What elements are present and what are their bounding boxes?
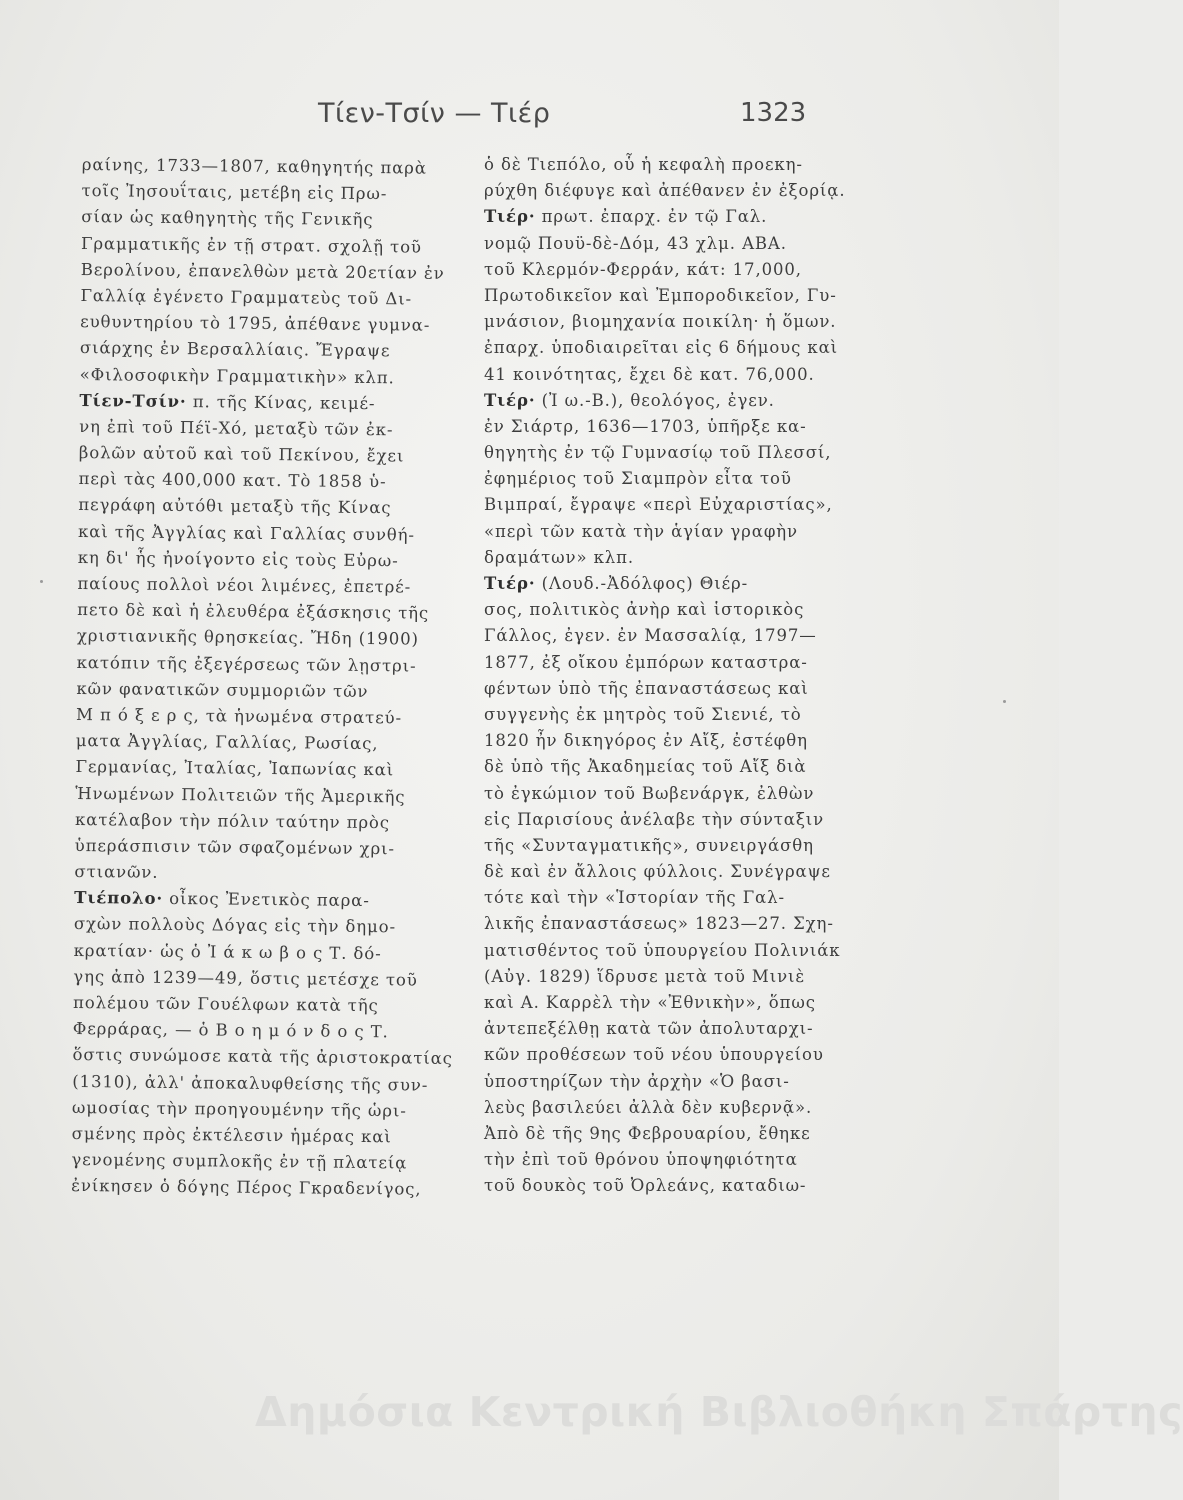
text-line: Τιέρ· (Ἰ ω.-Β.), θεολόγος, ἐγεν. bbox=[484, 390, 775, 410]
text-line: ρύχθη διέφυγε καὶ ἀπέθανεν ἐν ἐξορίᾳ. bbox=[484, 181, 846, 201]
text-line: Ἀπὸ δὲ τῆς 9ης Φεβρουαρίου, ἔθηκε bbox=[484, 1123, 811, 1143]
text-line: Γερμανίας, Ἰταλίας, Ἰαπωνίας καὶ bbox=[75, 757, 395, 780]
text-line: ὑποστηρίζων τὴν ἀρχὴν «Ὁ βασι- bbox=[484, 1071, 790, 1091]
text-line: καὶ τῆς Ἀγγλίας καὶ Γαλλίας συνθή- bbox=[77, 521, 416, 545]
text-line: σχὼν πολλοὺς Δόγας εἰς τὴν δημο- bbox=[73, 914, 397, 937]
text-line: κῶν προθέσεων τοῦ νέου ὑπουργείου bbox=[484, 1045, 824, 1065]
entry-headword: Τιέπολο· bbox=[74, 888, 164, 909]
text-line: παίους πολλοὶ νέοι λιμένες, ἐπετρέ- bbox=[77, 573, 412, 597]
text-line: Τίεν-Τσίν· π. τῆς Κίνας, κειμέ- bbox=[79, 390, 376, 413]
text-line: Γάλλος, ἐγεν. ἐν Μασσαλίᾳ, 1797— bbox=[484, 626, 817, 646]
text-line: μνάσιον, βιομηχανία ποικίλη· ἡ ὅμων. bbox=[484, 312, 837, 332]
text-line: φέντων ὑπὸ τῆς ἐπαναστάσεως καὶ bbox=[484, 678, 809, 698]
text-line: ἐφημέριος τοῦ Σιαμπρὸν εἶτα τοῦ bbox=[484, 469, 792, 489]
text-line: δραμάτων» κλπ. bbox=[484, 547, 635, 567]
text-line: Γραμματικῆς ἐν τῇ στρατ. σχολῇ τοῦ bbox=[80, 233, 423, 257]
text-line: λεὺς βασιλεύει ἀλλὰ δὲν κυβερνᾷ». bbox=[484, 1097, 813, 1117]
entry-headword: Τιέρ· bbox=[484, 207, 536, 227]
text-line: ἐν Σιάρτρ, 1636—1703, ὑπῆρξε κα- bbox=[484, 416, 807, 436]
text-line: κη δι' ἧς ἠνοίγοντο εἰς τοὺς Εὐρω- bbox=[77, 547, 399, 571]
text-line: ωμοσίας τὴν προηγουμένην τῆς ὡρι- bbox=[71, 1097, 407, 1121]
text-line: κατέλαβον τὴν πόλιν ταύτην πρὸς bbox=[74, 809, 391, 832]
entry-headword: Τιέρ· bbox=[484, 390, 536, 410]
scan-speck bbox=[1003, 700, 1006, 703]
text-line: Βερολίνου, ἐπανελθὼν μετὰ 20ετίαν ἐν bbox=[80, 259, 445, 283]
text-line: σίαν ὡς καθηγητὴς τῆς Γενικῆς bbox=[81, 207, 374, 230]
text-line: κατόπιν τῆς ἐξεγέρσεως τῶν λῃστρι- bbox=[76, 652, 417, 676]
text-line: περὶ τὰς 400,000 κατ. Τὸ 1858 ὑ- bbox=[78, 469, 387, 492]
text-line: γης ἀπὸ 1239—49, ὅστις μετέσχε τοῦ bbox=[73, 966, 418, 990]
text-line: Τιέπολο· οἶκος Ἐνετικὸς παρα- bbox=[74, 888, 370, 911]
text-line: τοῖς Ἰησουΐταις, μετέβη εἰς Πρω- bbox=[81, 181, 388, 204]
text-line: χριστιανικῆς θρησκείας. Ἤδη (1900) bbox=[76, 626, 420, 649]
text-line: πετο δὲ καὶ ἡ ἐλευθέρα ἐξάσκησις τῆς bbox=[77, 600, 430, 623]
text-line: πεγράφη αὐτόθι μεταξὺ τῆς Κίνας bbox=[78, 495, 392, 518]
text-line: ἐπαρχ. ὑποδιαιρεῖται εἰς 6 δήμους καὶ bbox=[484, 338, 839, 358]
text-line: ραίνης, 1733—1807, καθηγητής παρὰ bbox=[81, 154, 427, 178]
text-line: τοῦ δουκὸς τοῦ Ὀρλεάνς, καταδιω- bbox=[484, 1176, 807, 1196]
scan-speck bbox=[40, 580, 43, 583]
text-line: σος, πολιτικὸς ἀνὴρ καὶ ἱστορικὸς bbox=[484, 600, 805, 620]
text-line: λικῆς ἐπαναστάσεως» 1823—27. Σχη- bbox=[484, 914, 834, 934]
text-line: Γαλλίᾳ ἐγένετο Γραμματεὺς τοῦ Δι- bbox=[80, 285, 413, 309]
text-line: τῆς «Συνταγματικῆς», συνειργάσθη bbox=[484, 835, 814, 855]
text-line: δὲ καὶ ἐν ἄλλοις φύλλοις. Συνέγραψε bbox=[484, 862, 831, 882]
text-line: τὸ ἐγκώμιον τοῦ Βωβενάργκ, ἐλθὼν bbox=[484, 783, 815, 803]
text-line: Βιμπραί, ἔγραψε «περὶ Εὐχαριστίας», bbox=[484, 495, 833, 515]
text-line: τοῦ Κλερμόν-Φερράν, κάτ: 17,000, bbox=[484, 259, 802, 279]
text-line: ματα Ἀγγλίας, Γαλλίας, Ρωσίας, bbox=[75, 731, 379, 754]
text-line: 1820 ἦν δικηγόρος ἐν Αἴξ, ἐστέφθη bbox=[484, 731, 808, 751]
entry-headword: Τίεν-Τσίν· bbox=[79, 390, 187, 411]
text-line: ἐνίκησεν ὁ δόγης Πέρος Γκραδενίγος, bbox=[71, 1176, 422, 1199]
text-line: τὴν ἐπὶ τοῦ θρόνου ὑποψηφιότητα bbox=[484, 1150, 798, 1170]
text-line: κῶν φανατικῶν συμμοριῶν τῶν bbox=[76, 678, 369, 701]
text-line: σιάρχης ἐν Βερσαλλίαις. Ἔγραψε bbox=[79, 338, 391, 361]
running-title: Τίεν-Τσίν — Τιέρ bbox=[318, 98, 551, 129]
text-line: συγγενὴς ἐκ μητρὸς τοῦ Σιενιέ, τὸ bbox=[484, 704, 802, 724]
text-line: εἰς Παρισίους ἀνέλαβε τὴν σύνταξιν bbox=[484, 809, 825, 829]
text-line: ὁ δὲ Τιεπόλο, οὗ ἡ κεφαλὴ προεκη- bbox=[484, 155, 803, 174]
left-column bbox=[71, 152, 482, 1204]
text-line: Ἡνωμένων Πολιτειῶν τῆς Ἀμερικῆς bbox=[75, 783, 406, 806]
text-line: νη ἐπὶ τοῦ Πέϊ-Χό, μεταξὺ τῶν ἐκ- bbox=[79, 416, 394, 440]
text-line: στιανῶν. bbox=[74, 862, 159, 882]
library-watermark: Δημόσια Κεντρική Βιβλιοθήκη Σπάρτης bbox=[255, 1388, 1183, 1436]
text-line: 41 κοινότητας, ἔχει δὲ κατ. 76,000. bbox=[484, 364, 815, 384]
text-line: τότε καὶ τὴν «Ἱστορίαν τῆς Γαλ- bbox=[484, 888, 785, 908]
text-line: σμένης πρὸς ἐκτέλεσιν ἡμέρας καὶ bbox=[71, 1123, 392, 1147]
text-line: ευθυντηρίου τὸ 1795, ἀπέθανε γυμνα- bbox=[80, 312, 431, 335]
text-line: θηγητὴς ἐν τῷ Γυμνασίῳ τοῦ Πλεσσί, bbox=[484, 443, 832, 463]
text-line: καὶ Α. Καρρὲλ τὴν «Ἐθνικὴν», ὅπως bbox=[484, 993, 816, 1012]
text-line: Τιέρ· (Λουδ.-Ἀδόλφος) Θιέρ- bbox=[484, 574, 749, 593]
text-line: Πρωτοδικεῖον καὶ Ἐμποροδικεῖον, Γυ- bbox=[484, 285, 837, 305]
text-line: Μ π ό ξ ε ρ ς, τὰ ἡνωμένα στρατεύ- bbox=[76, 704, 403, 728]
text-line: πολέμου τῶν Γουέλφων κατὰ τῆς bbox=[72, 992, 379, 1016]
text-line: (Αὐγ. 1829) ἵδρυσε μετὰ τοῦ Μινιὲ bbox=[484, 966, 806, 986]
text-line: γενομένης συμπλοκῆς ἐν τῇ πλατείᾳ bbox=[71, 1150, 408, 1173]
text-line: νομῷ Πουϋ-δὲ-Δόμ, 43 χλμ. ΑΒΑ. bbox=[484, 233, 787, 253]
text-line: ὑπεράσπισιν τῶν σφαζομένων χρι- bbox=[74, 835, 396, 859]
text-line: ματισθέντος τοῦ ὑπουργείου Πολινιάκ bbox=[484, 940, 841, 960]
text-line: κρατίαν· ὡς ὁ Ἰ ά κ ω β ο ς Τ. δό- bbox=[73, 940, 382, 963]
text-line: Τιέρ· πρωτ. ἐπαρχ. ἐν τῷ Γαλ. bbox=[484, 207, 768, 227]
entry-headword: Τιέρ· bbox=[484, 574, 536, 593]
page-header bbox=[80, 98, 840, 138]
page-number: 1323 bbox=[740, 98, 807, 128]
text-line: (1310), ἀλλ' ἀποκαλυφθείσης τῆς συν- bbox=[72, 1071, 429, 1095]
text-line: ἀντεπεξέλθῃ κατὰ τῶν ἀπολυταρχι- bbox=[484, 1019, 814, 1039]
right-column bbox=[484, 152, 860, 1200]
text-line: «Φιλοσοφικὴν Γραμματικὴν» κλπ. bbox=[79, 364, 395, 387]
text-line: «περὶ τῶν κατὰ τὴν ἁγίαν γραφὴν bbox=[484, 521, 798, 541]
text-line: 1877, ἐξ οἴκου ἐμπόρων καταστρα- bbox=[484, 652, 808, 672]
text-line: ὅστις συνώμοσε κατὰ τῆς ἀριστοκρατίας bbox=[72, 1045, 453, 1069]
text-line: βολῶν αὐτοῦ καὶ τοῦ Πεκίνου, ἔχει bbox=[78, 443, 405, 466]
text-line: δὲ ὑπὸ τῆς Ἀκαδημείας τοῦ Αἴξ διὰ bbox=[484, 757, 807, 777]
text-line: Φερράρας, — ὁ Β ο η μ ό ν δ ο ς Τ. bbox=[72, 1019, 389, 1042]
